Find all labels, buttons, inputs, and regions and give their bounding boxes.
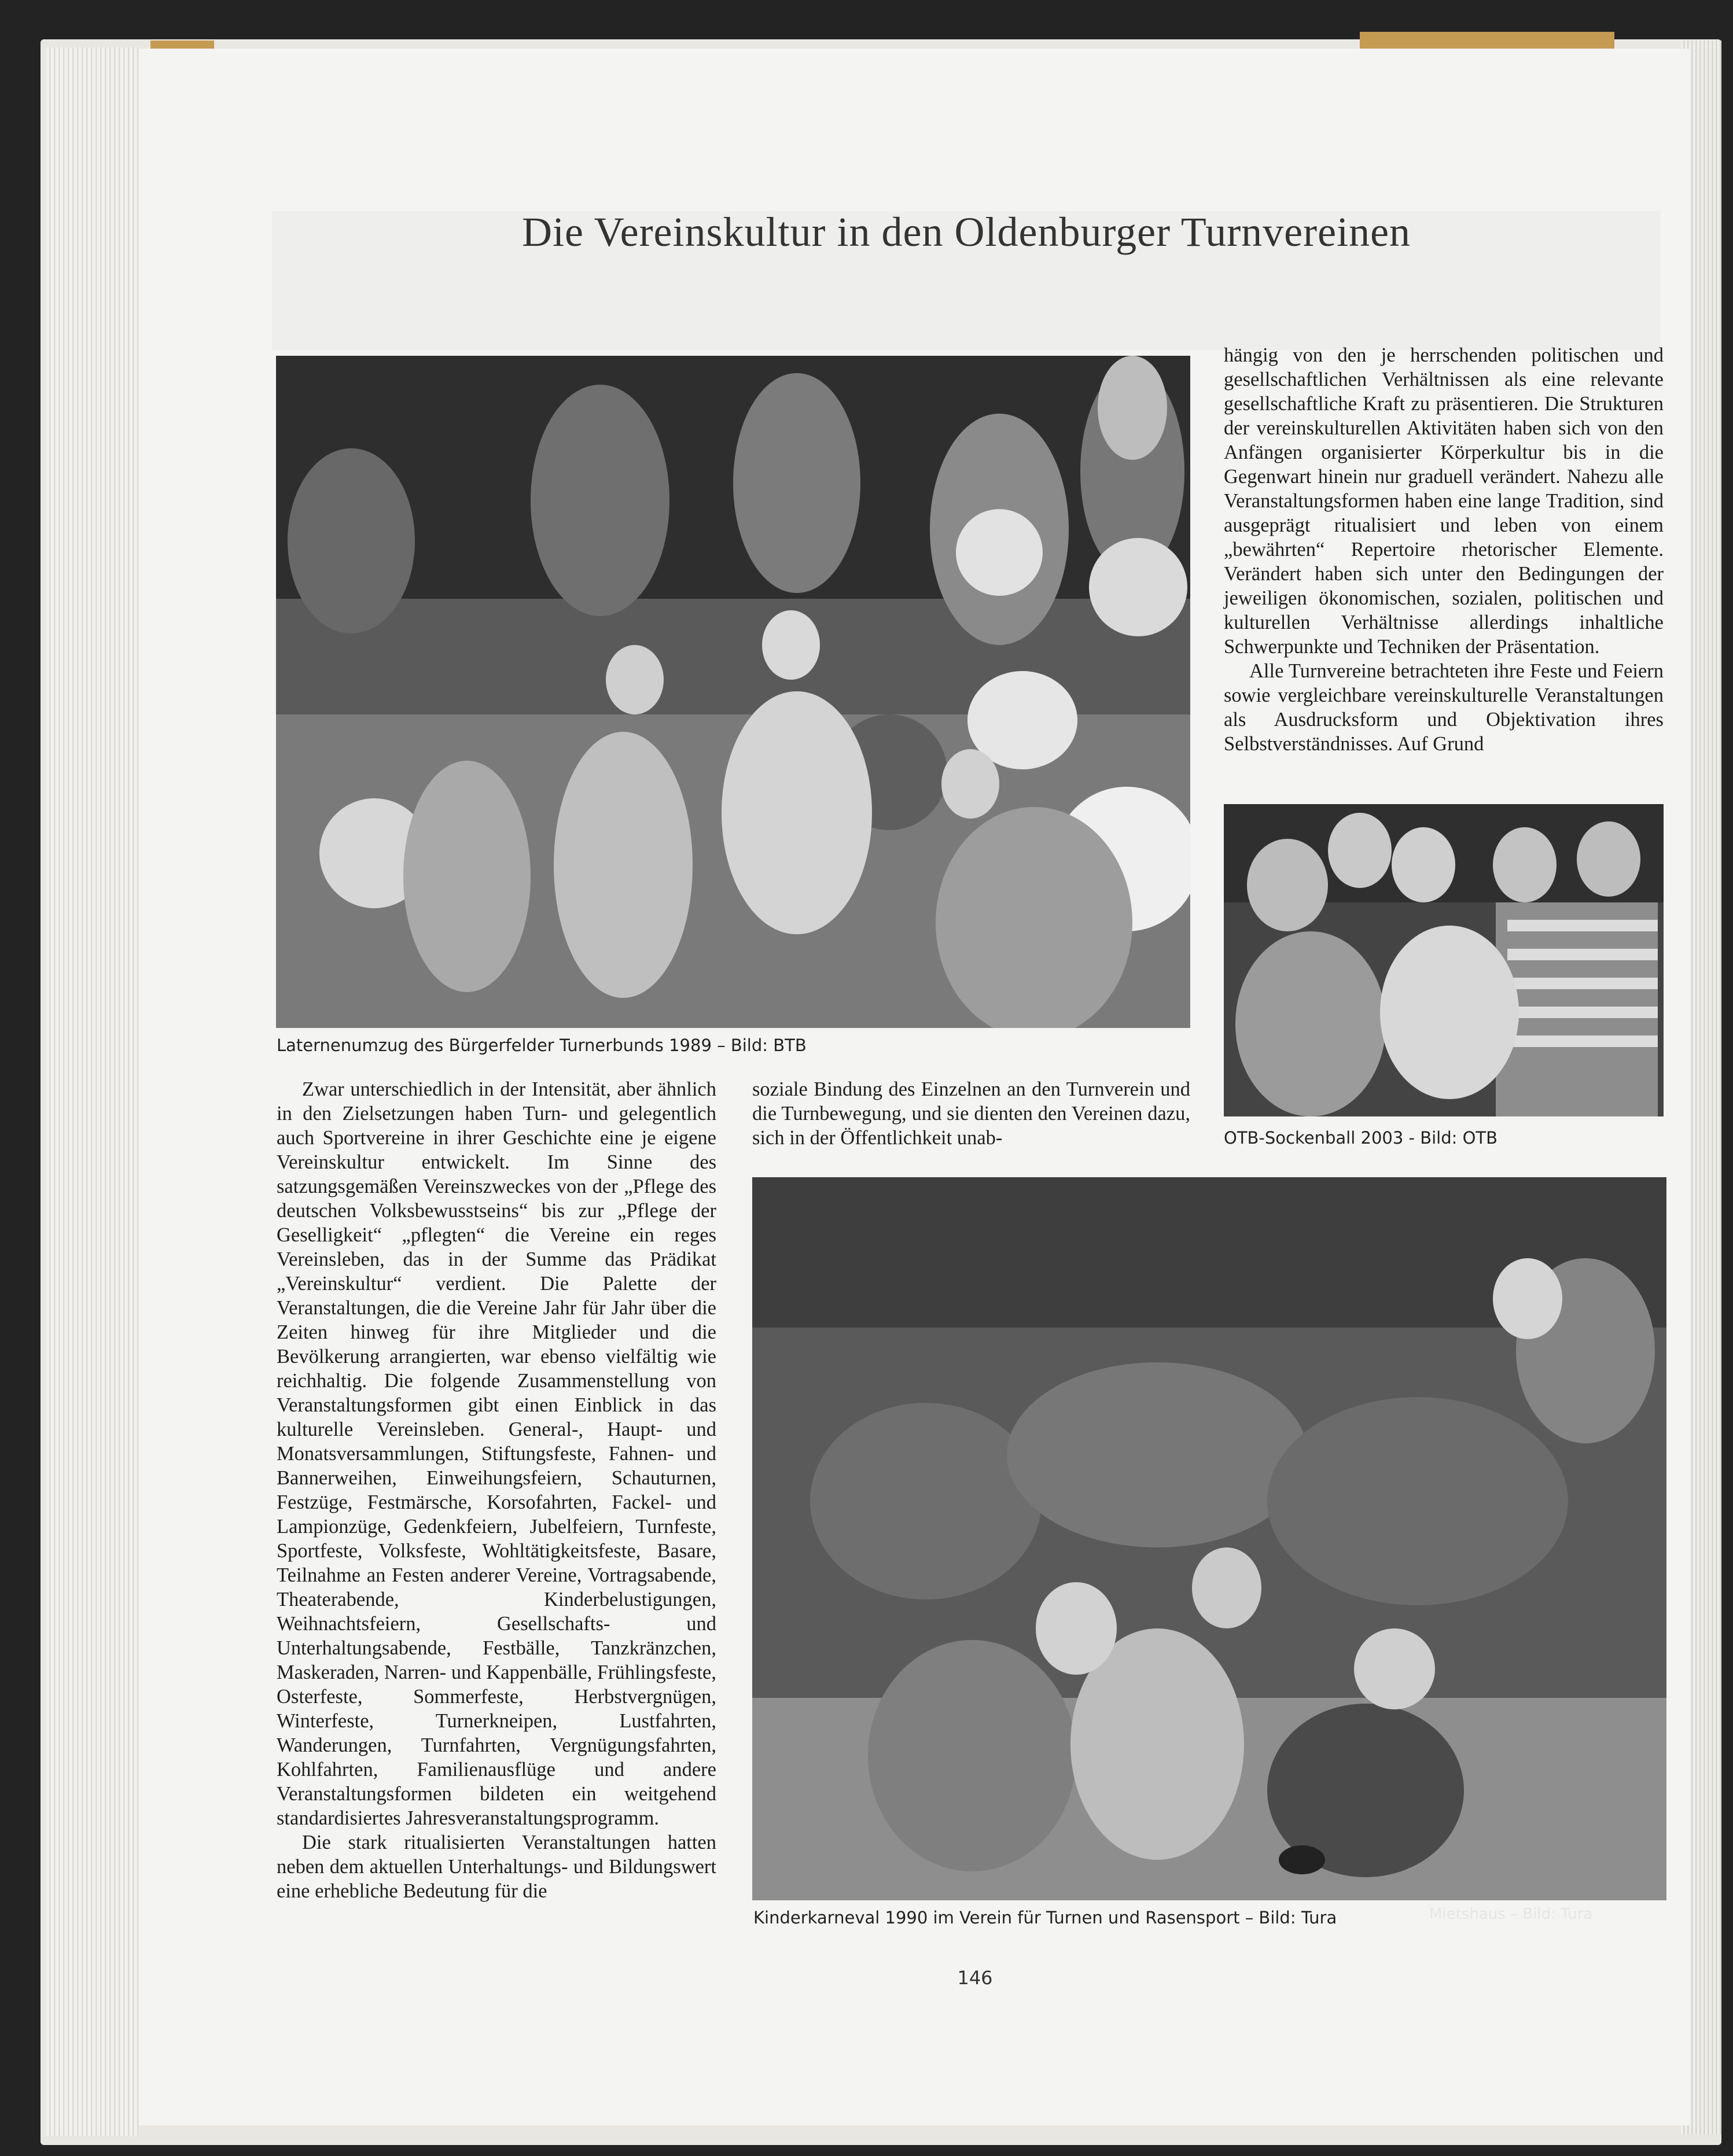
bleed-through-text: Mietshaus – Bild: Tura <box>1429 1906 1593 1923</box>
text-column-middle <box>752 1077 1190 1150</box>
page-edges-left <box>46 47 139 2136</box>
page-title: Die Vereinskultur in den Oldenburger Turnvereinen <box>521 209 1411 255</box>
paragraph: soziale Bindung des Einzelnen an den Turnverein und die Turnbewegung, und sie dienten den Vereinen dazu, sich in der Öffentlichkeit unab- <box>752 1078 1190 1149</box>
caption-photo-sockball: OTB-Sockenball 2003 - Bild: OTB <box>1224 1128 1498 1148</box>
text-column-right <box>1224 343 1664 756</box>
paragraph: hängig von den je herrschenden politischen und gesellschaftlichen Verhältnissen als eine relevante gesellschaftliche Kraft zu präsentieren. Die Strukturen der vereinskulturellen Aktivitäten haben sich von den Anfängen organisierter Körperkultur bis in die Gegenwart hinein nur graduell verändert. Nahezu alle Veranstaltungsformen haben eine lange Tradition, sind ausgeprägt ritualisiert und leben von einem „bewährten“ Repertoire rhetorischer Elemente. Verändert haben sich unter den Bedingungen der jeweiligen ökonomischen, sozialen, politischen und kulturellen Verhältnisse allerdings inhaltliche Schwerpunkte und Techniken der Präsentation. <box>1224 344 1664 658</box>
caption-photo-carnival: Kinderkarneval 1990 im Verein für Turnen und Rasensport – Bild: Tura <box>753 1908 1337 1927</box>
page-number: 146 <box>957 1967 993 1989</box>
paragraph: Die stark ritualisierten Veranstaltungen hatten neben dem aktuellen Unterhaltungs- und Bildungswert eine erhebliche Bedeutung für die <box>277 1831 716 1902</box>
paragraph: Alle Turnvereine betrachteten ihre Feste und Feiern sowie vergleichbare vereinskulturelle Veranstaltungen als Ausdrucksform und Objektivation ihres Selbstverständnisses. Auf Grund <box>1224 660 1664 755</box>
paragraph: Zwar unterschiedlich in der Intensität, aber ähnlich in den Zielsetzungen haben Turn- und gelegentlich auch Sportvereine in ihrer Geschichte eine je eigene Vereinskultur entwickelt. Im Sinne des satzungsgemäßen Vereinszweckes von der „Pflege des deutschen Volksbewusstseins“ bis zur „Pflege der Geselligkeit“ „pflegten“ die Vereine ein reges Vereinsleben, das in der Summe das Prädikat „Vereinskultur“ verdient. Die Palette der Veranstaltungen, die die Vereine Jahr für Jahr über die Zeiten hinweg für ihre Mitglieder und die Bevölkerung arrangierten, war ebenso vielfältig wie reichhaltig. Die folgende Zusammenstellung von Veranstaltungsformen gibt einen Einblick in das kulturelle Vereinsleben. General-, Haupt- und Monatsversammlungen, Stiftungsfeste, Fahnen- und Bannerweihen, Einweihungsfeiern, Schauturnen, Festzüge, Festmärsche, Korsofahrten, Fackel- und Lampionzüge, Gedenkfeiern, Jubelfeiern, Turnfeste, Sportfeste, Volksfeste, Wohltätigkeitsfeste, Basare, Teilnahme an Festen anderer Vereine, Vortragsabende, Theaterabende, Kinderbelustigungen, Weihnachtsfeiern, Gesellschafts- und Unterhaltungsabende, Festbälle, Tanzkränzchen, Maskeraden, Narren- und Kappenbälle, Frühlingsfeste, Osterfeste, Sommerfeste, Herbstvergnügen, Winterfeste, Turnerkneipen, Lustfahrten, Wanderungen, Turnfahrten, Vergnügungsfahrten, Kohlfahrten, Familienausflüge und andere Veranstaltungsformen bildeten ein weitgehend standardisiertes Jahresveranstaltungsprogramm. <box>277 1078 716 1829</box>
photo-children-carnival <box>752 1177 1666 1900</box>
photo-lantern-procession <box>276 356 1190 1028</box>
caption-photo-lantern: Laternenumzug des Bürgerfelder Turnerbunds 1989 – Bild: BTB <box>277 1035 807 1055</box>
text-column-left <box>277 1077 716 1903</box>
photo-sock-ball <box>1224 804 1664 1116</box>
